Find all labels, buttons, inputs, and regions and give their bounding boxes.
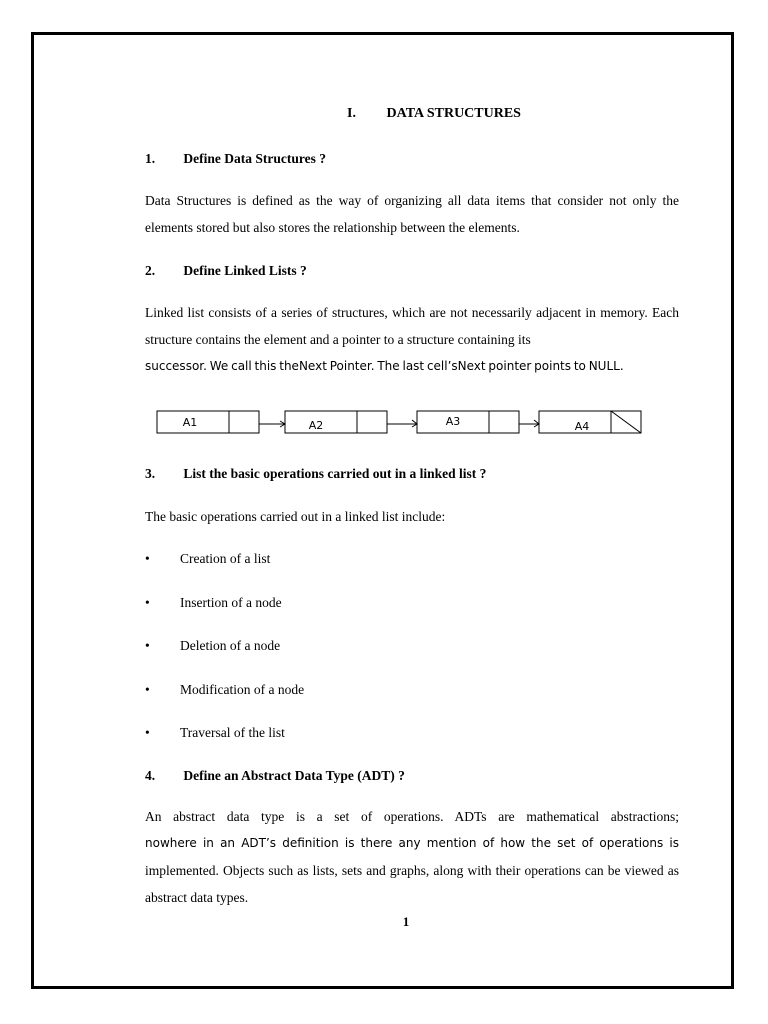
question-number: 3.: [145, 466, 156, 481]
question-2-body-tail: successor. We call this theNext Pointer. The last cell’sNext pointer points to NULL.: [145, 359, 624, 373]
node-label: A1: [182, 416, 198, 429]
question-number: 2.: [145, 263, 156, 278]
question-3-intro: The basic operations carried out in a linked list include:: [145, 509, 446, 524]
node-4: [539, 411, 641, 433]
bullet: •: [145, 551, 150, 566]
node-label: A3: [445, 415, 461, 428]
list-item-text: Deletion of a node: [180, 638, 281, 653]
list-item: [145, 725, 285, 741]
bullet: •: [145, 725, 150, 740]
node-label: A2: [308, 419, 324, 432]
node-3: [417, 411, 519, 433]
list-item-text: Insertion of a node: [180, 595, 282, 610]
list-item: [145, 638, 280, 654]
bullet: •: [145, 595, 150, 610]
question-4-heading: [145, 768, 405, 784]
node-1: [157, 411, 259, 433]
list-item: [145, 551, 270, 567]
question-text: Define Linked Lists ?: [183, 263, 307, 278]
bullet: •: [145, 682, 150, 697]
question-number: 1.: [145, 151, 156, 166]
question-4-body-line-1: An abstract data type is a set of operations. ADTs are mathematical abstractions;: [145, 809, 679, 824]
linked-list-diagram: [150, 405, 650, 441]
question-1-body: Data Structures is defined as the way of organizing all data items that consider not only the elements stored but also stores the relationship between the elements.: [145, 193, 679, 235]
list-item-text: Modification of a node: [180, 682, 305, 697]
node-label: A4: [574, 420, 590, 433]
question-text: Define Data Structures ?: [183, 151, 326, 166]
page-number: 1: [402, 914, 410, 929]
question-3-heading: [145, 466, 486, 482]
section-title: [0, 106, 768, 122]
question-2-body: Linked list consists of a series of structures, which are not necessarily adjacent in memory. Each structure contains the element and a pointer to a structure containing its: [145, 305, 679, 347]
list-item: [145, 682, 304, 698]
section-number: I.: [347, 106, 356, 121]
list-item-text: Traversal of the list: [180, 725, 285, 740]
null-pointer-slash: [611, 411, 641, 433]
question-4-body-rest: implemented. Objects such as lists, sets and graphs, along with their operations can be viewed as abstract data types.: [145, 863, 679, 905]
question-text: Define an Abstract Data Type (ADT) ?: [183, 768, 405, 783]
node-2: [285, 411, 387, 433]
list-item-text: Creation of a list: [180, 551, 271, 566]
list-item: [145, 595, 282, 611]
question-number: 4.: [145, 768, 156, 783]
question-text: List the basic operations carried out in a linked list ?: [183, 466, 487, 481]
section-title-text: DATA STRUCTURES: [386, 106, 521, 121]
question-2-heading: [145, 263, 307, 279]
question-1-heading: [145, 151, 326, 167]
question-4-body-line-2: nowhere in an ADT’s definition is there any mention of how the set of operations is: [145, 836, 679, 850]
bullet: •: [145, 638, 150, 653]
